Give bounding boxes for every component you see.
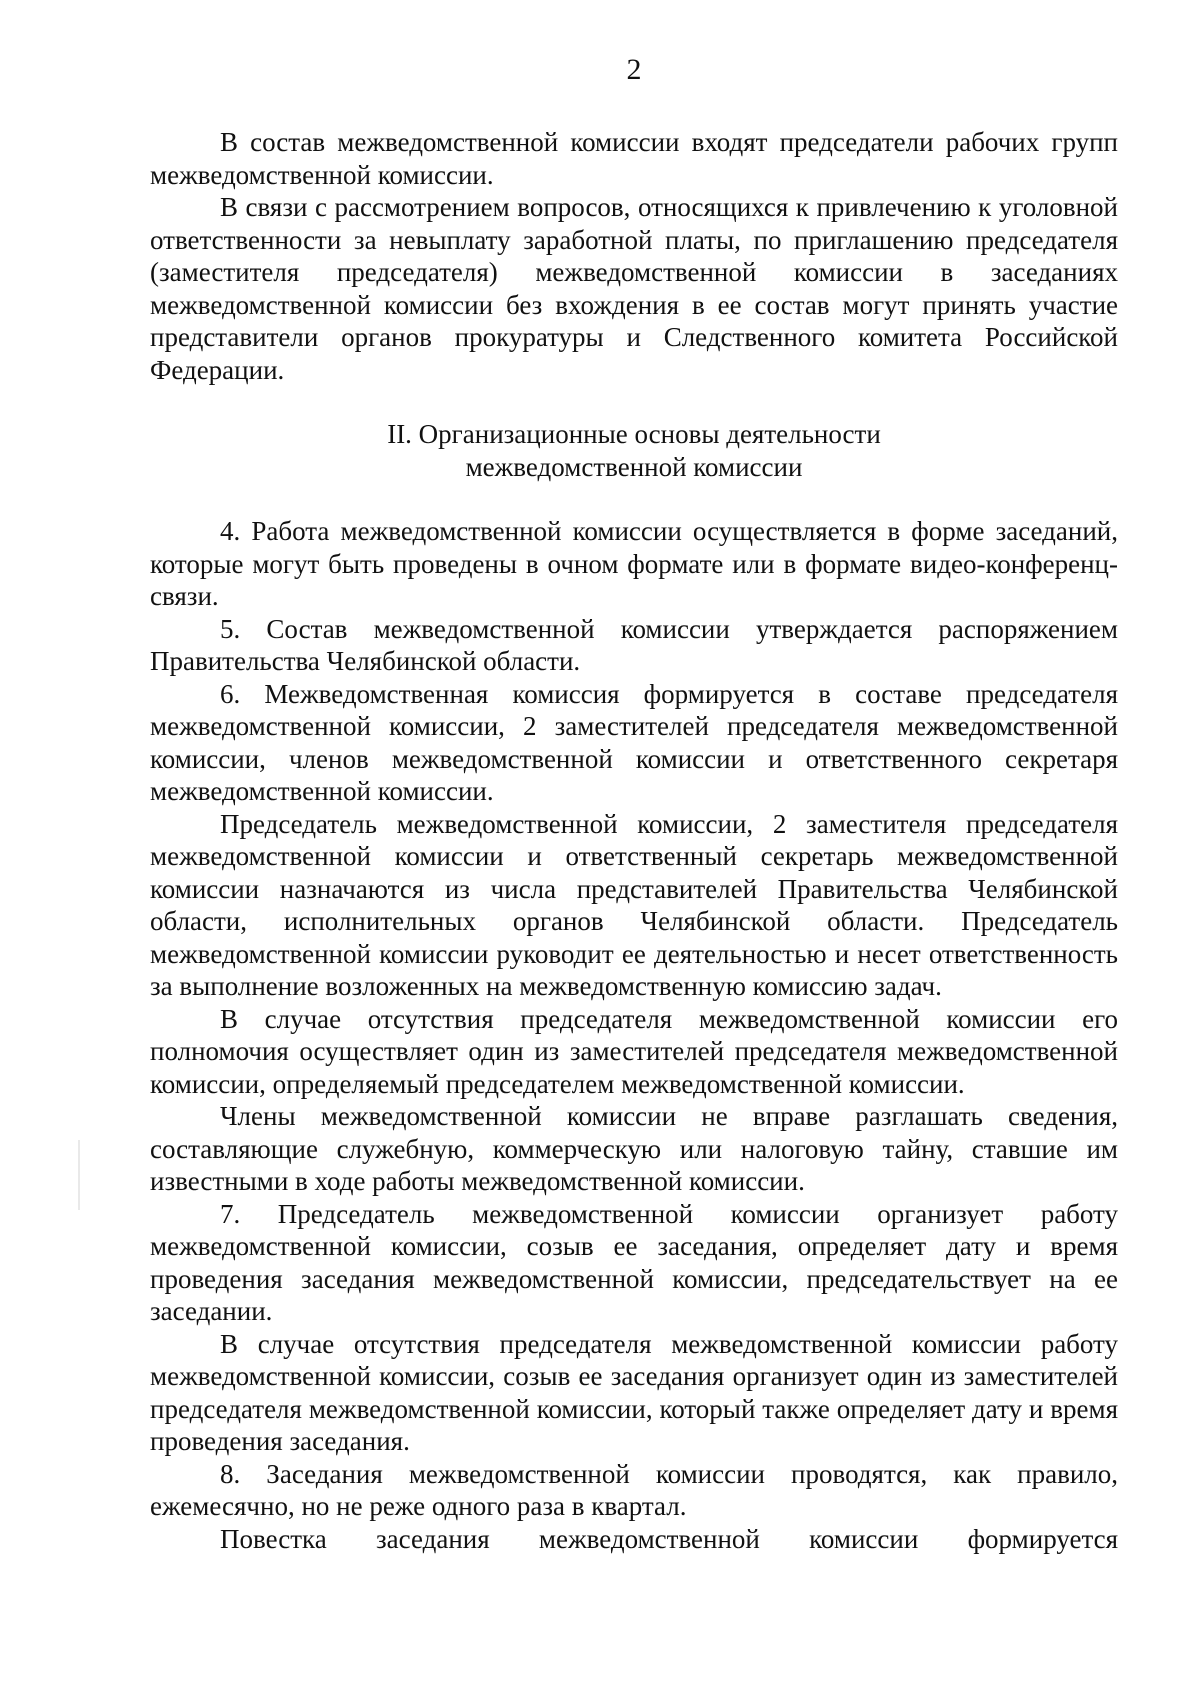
section-heading-line-2: межведомственной комиссии <box>465 451 803 482</box>
document-body <box>150 126 1118 1555</box>
paragraph-confidentiality: Члены межведомственной комиссии не вправе разглашать сведения, составляющие служебную, коммерческую или налоговую тайну, ставшие им известными в ходе работы межведомственной комиссии. <box>150 1101 1118 1196</box>
document-page <box>150 0 1118 1698</box>
paragraph-invited-participants: В связи с рассмотрением вопросов, относящихся к привлечению к уголовной ответственности за невыплату заработной платы, по приглашению председателя (заместителя председателя) межведомственной комиссии в заседаниях межведомственной комиссии без вхождения в ее состав могут принять участие представители органов прокуратуры и Следственного комитета Российской Федерации. <box>150 192 1118 385</box>
page-number: 2 <box>626 53 642 86</box>
paragraph-chairman-appointment: Председатель межведомственной комиссии, 2 заместителя председателя межведомственной комиссии и ответственный секретарь межведомственной комиссии назначаются из числа представителей Правительства Челябинской области, исполнительных органов Челябинской области. Председатель межведомственной комиссии руководит ее деятельностью и несет ответственность за выполнение возложенных на межведомственную комиссию задач. <box>150 808 1118 1001</box>
scan-margin-mark <box>78 1140 80 1210</box>
paragraph-item-7: 7. Председатель межведомственной комиссии организует работу межведомственной комиссии, созыв ее заседания, определяет дату и время проведения заседания межведомственной комиссии, председательствует на ее заседании. <box>150 1198 1118 1326</box>
paragraph-item-8: 8. Заседания межведомственной комиссии проводятся, как правило, ежемесячно, но не реже одного раза в квартал. <box>150 1458 1118 1521</box>
paragraph-chairman-absence: В случае отсутствия председателя межведомственной комиссии его полномочия осуществляет один из заместителей председателя межведомственной комиссии, определяемый председателем межведомственной комиссии. <box>150 1003 1118 1099</box>
paragraph-item-5: 5. Состав межведомственной комиссии утверждается распоряжением Правительства Челябинской области. <box>150 613 1118 676</box>
section-heading-line-1: II. Организационные основы деятельности <box>387 419 881 449</box>
paragraph-commission-composition: В состав межведомственной комиссии входят председатели рабочих групп межведомственной комиссии. <box>150 127 1118 190</box>
paragraph-item-4: 4. Работа межведомственной комиссии осуществляется в форме заседаний, которые могут быть проведены в очном формате или в формате видео-конференц-связи. <box>150 516 1118 611</box>
paragraph-item-6: 6. Межведомственная комиссия формируется в составе председателя межведомственной комиссии, 2 заместителей председателя межведомственной комиссии, членов межведомственной комиссии и ответственного секретаря межведомственной комиссии. <box>150 678 1118 806</box>
paragraph-deputy-organizes: В случае отсутствия председателя межведомственной комиссии работу межведомственной комиссии, созыв ее заседания организует один из заместителей председателя межведомственной комиссии, который также определяет дату и время проведения заседания. <box>150 1328 1118 1456</box>
paragraph-agenda: Повестка заседания межведомственной комиссии формируется <box>220 1523 1118 1554</box>
section-heading <box>150 418 1118 483</box>
